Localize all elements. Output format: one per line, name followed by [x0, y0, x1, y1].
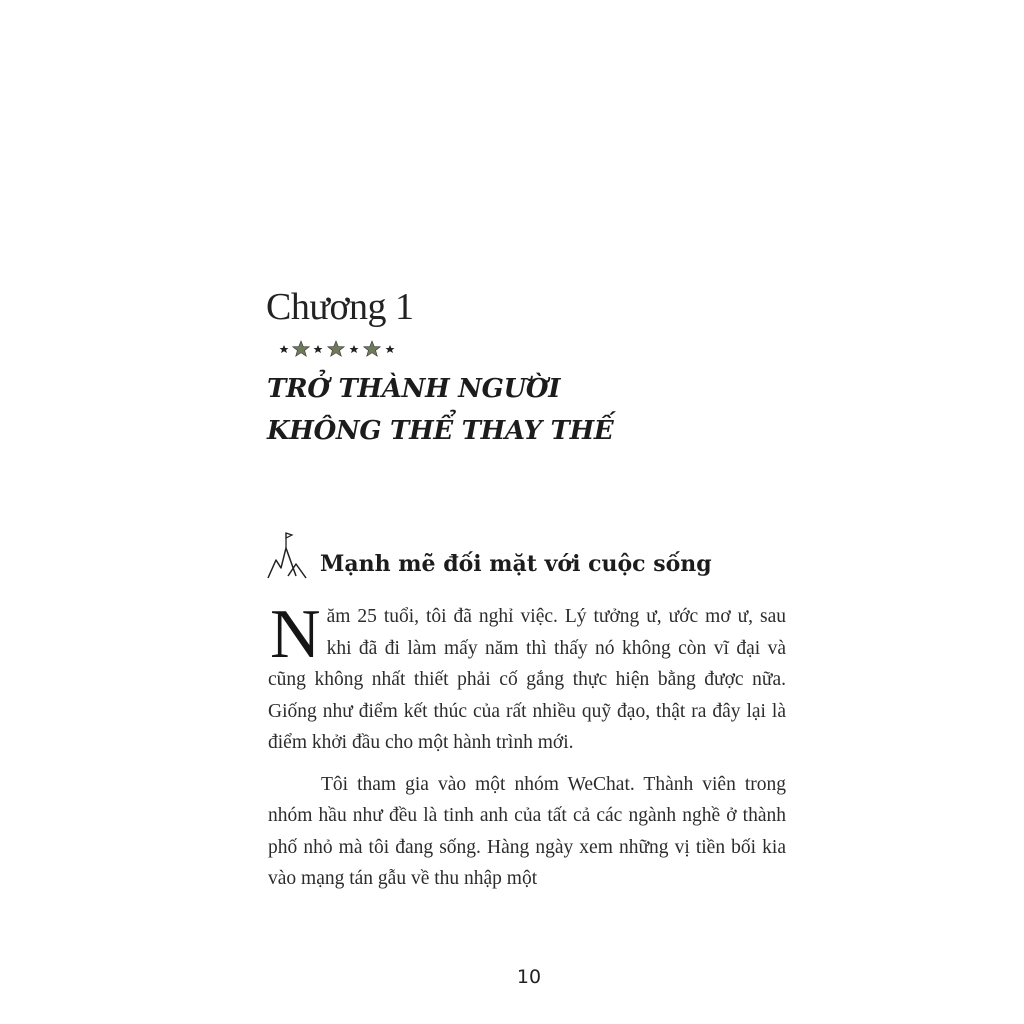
star-icon-large: [328, 341, 345, 356]
drop-cap: N: [270, 596, 321, 673]
star-icon-large: [364, 341, 381, 356]
star-icon-large: [293, 341, 310, 356]
chapter-label: Chương 1: [266, 286, 414, 328]
chapter-title: [267, 368, 613, 452]
star-icon: [314, 345, 323, 353]
star-icon: [280, 345, 289, 353]
mountain-flag-icon: [266, 530, 316, 580]
page-number: 10: [516, 966, 542, 988]
section-heading: Mạnh mẽ đối mặt với cuộc sống: [320, 551, 712, 577]
star-divider: [278, 338, 398, 360]
chapter-title-line-2: KHÔNG THỂ THAY THẾ: [267, 416, 614, 446]
chapter-title-line-1: TRỞ THÀNH NGƯỜI: [267, 374, 561, 404]
paragraph-1: [268, 596, 786, 759]
paragraph-2: Tôi tham gia vào một nhóm WeChat. Thành viên trong nhóm hầu như đều là tinh anh của tất cả các ngành nghề ở thành phố nhỏ mà tôi đang sống. Hàng ngày xem những vị tiền bối kia vào mạng tán gẫu về thu nhập một: [268, 773, 786, 889]
body-text: [268, 596, 786, 895]
star-icon: [350, 345, 359, 353]
paragraph-1-text: ăm 25 tuổi, tôi đã nghỉ việc. Lý tưởng ư, ước mơ ư, sau khi đã đi làm mấy năm thì thấy nó không còn vĩ đại và cũng không nhất thiết phải cố gắng thực hiện bằng được nữa. Giống như điểm kết thúc của rất nhiều quỹ đạo, thật ra đây lại là điểm khởi đầu cho một hành trình mới.: [268, 606, 786, 753]
star-icon: [386, 345, 395, 353]
